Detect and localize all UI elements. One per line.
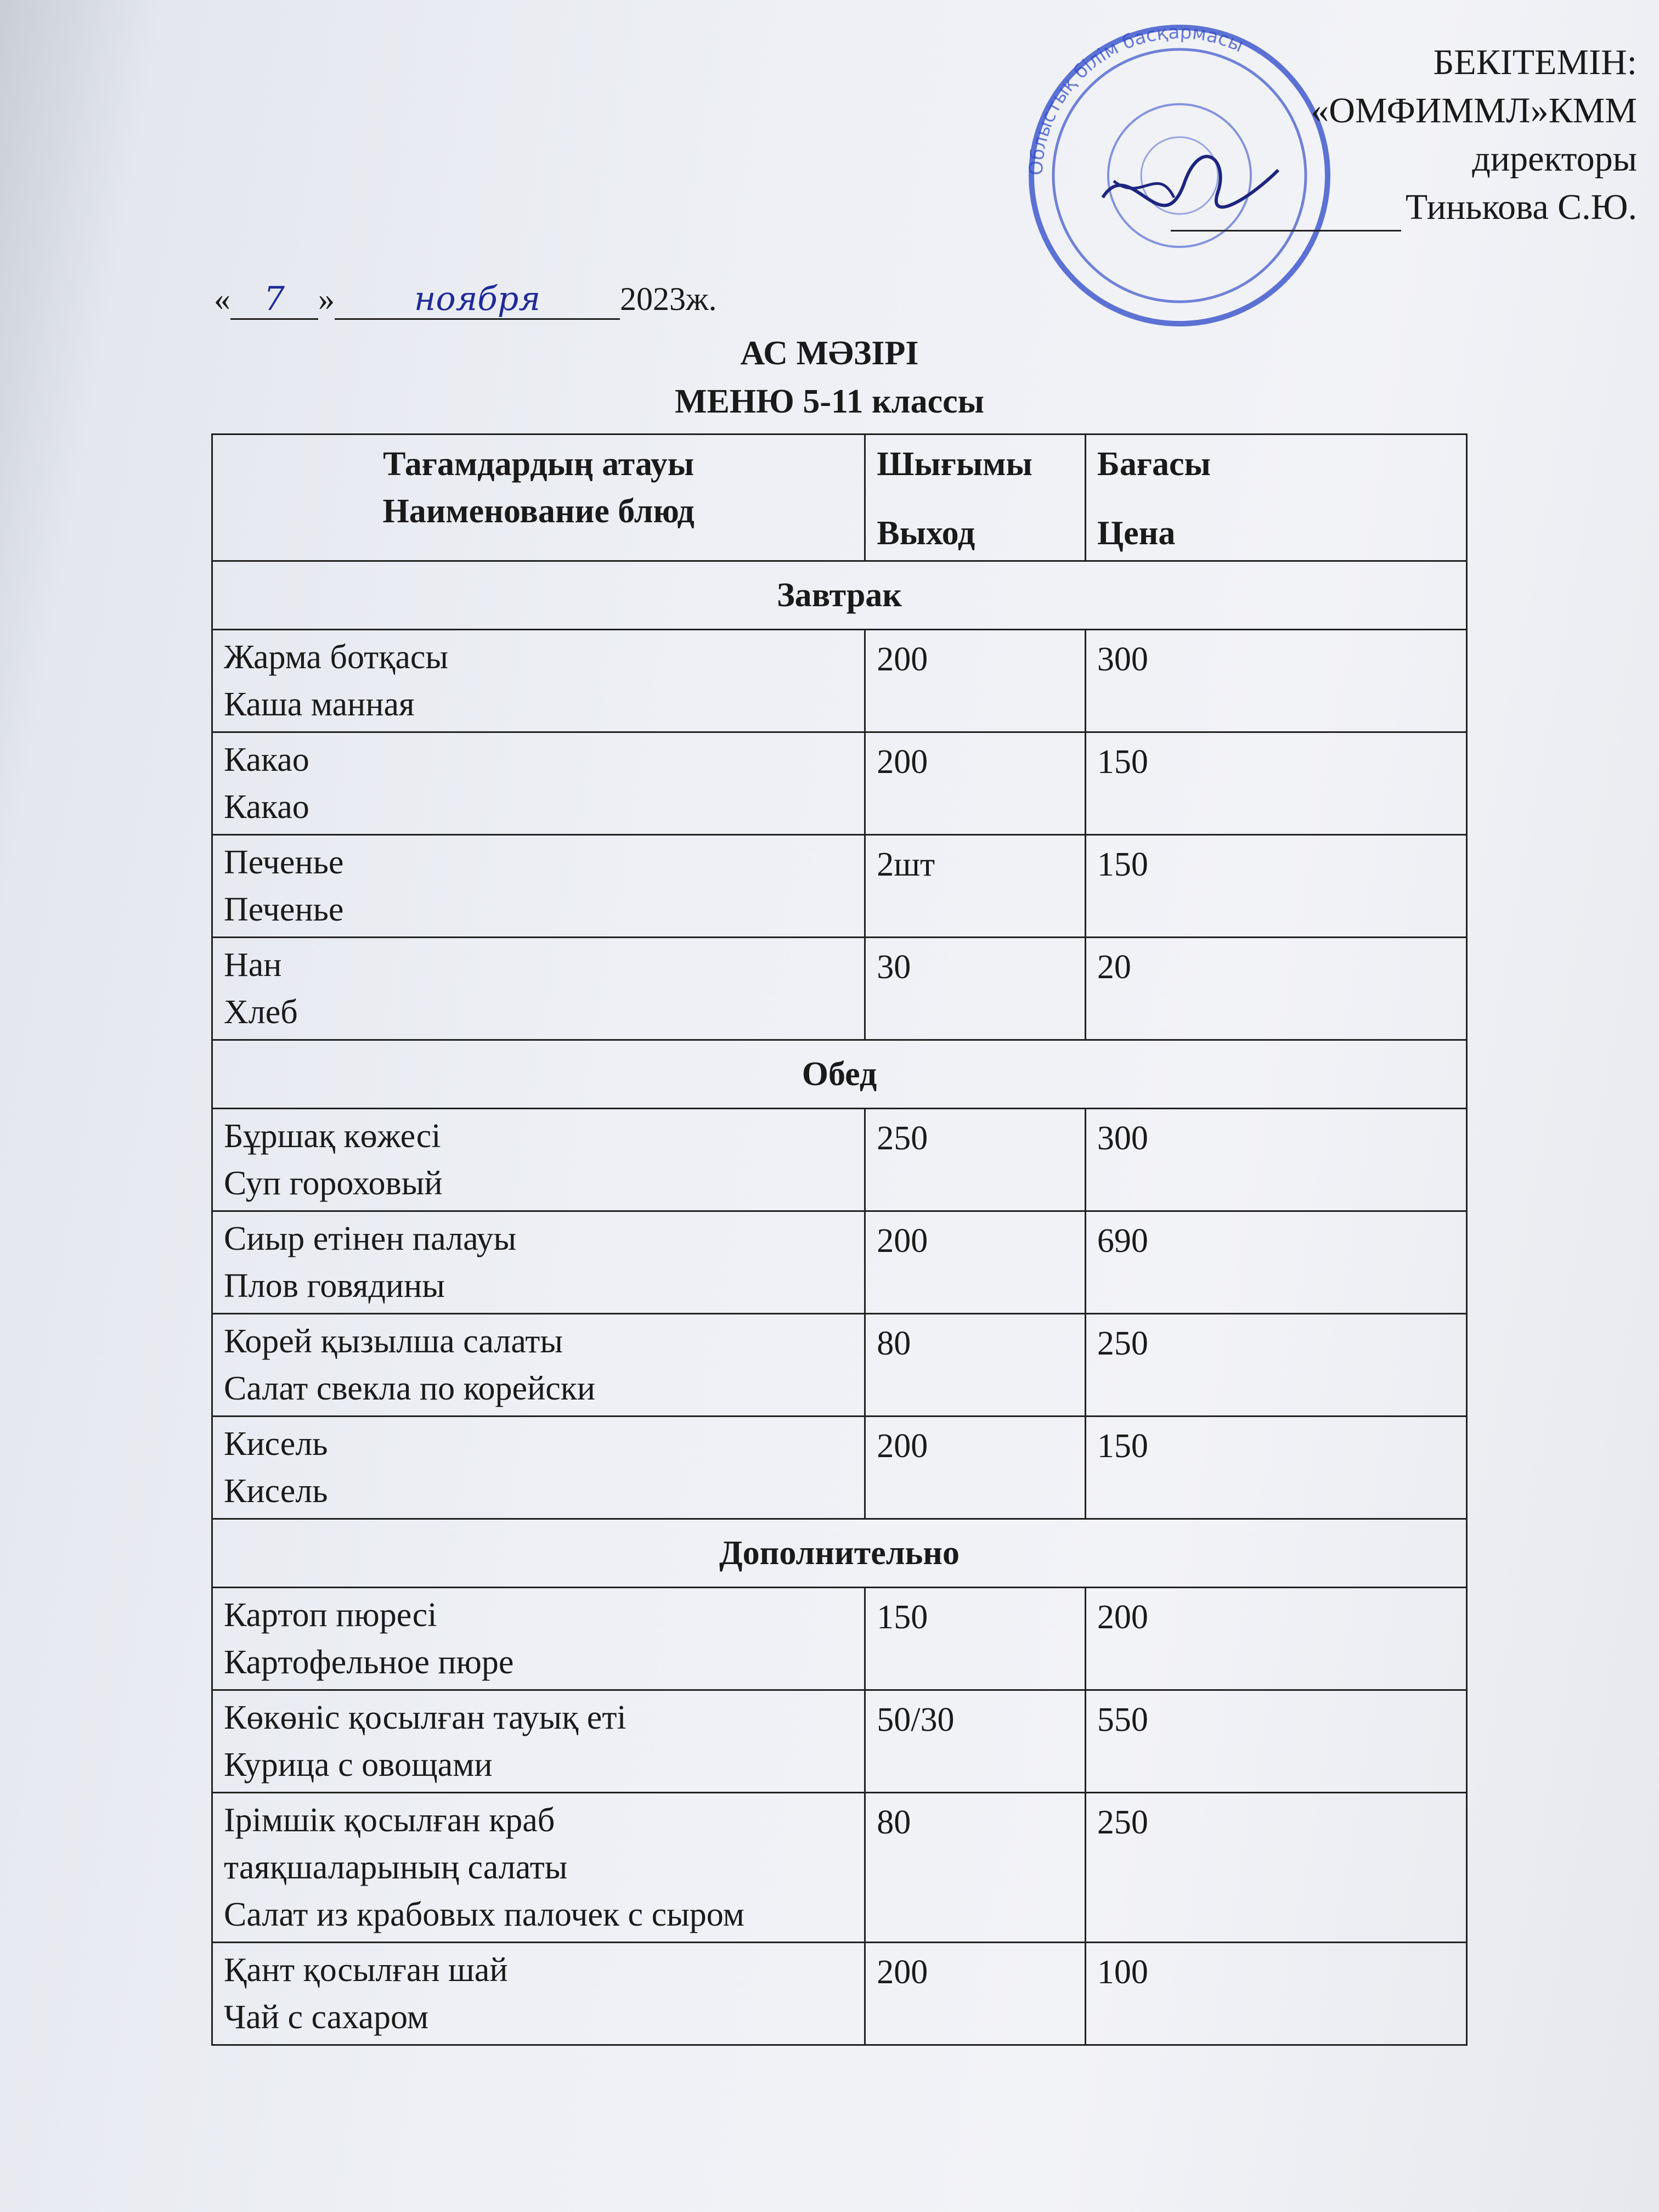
- date-line: [214, 280, 716, 320]
- table-row: [212, 732, 1467, 835]
- dish-name-line: Нан: [224, 946, 282, 984]
- date-year: 2023ж.: [620, 281, 717, 317]
- header-output: [865, 435, 1086, 561]
- dish-output: 200: [865, 630, 1086, 732]
- dish-output: 200: [865, 732, 1086, 835]
- header-output-kz: Шығымы: [877, 445, 1032, 483]
- dish-output: 2шт: [865, 835, 1086, 938]
- section-row: [212, 561, 1467, 630]
- table-row: [212, 1690, 1467, 1793]
- dish-name-line: Печенье: [224, 844, 344, 881]
- dish-name-line: Бұршақ көжесі: [224, 1118, 441, 1155]
- header-price: [1085, 435, 1466, 561]
- section-row: [212, 1040, 1467, 1109]
- dish-name-line: Хлеб: [224, 994, 298, 1031]
- menu-body: [212, 561, 1467, 2045]
- table-row: [212, 1211, 1467, 1314]
- section-row: [212, 1519, 1467, 1588]
- dish-price: 150: [1085, 835, 1466, 938]
- dish-name-line: Кисель: [224, 1472, 328, 1510]
- dish-price: 100: [1085, 1943, 1466, 2045]
- dish-price: 300: [1085, 630, 1466, 732]
- dish-price: 250: [1085, 1314, 1466, 1417]
- dish-price: 200: [1085, 1588, 1466, 1690]
- dish-output: 150: [865, 1588, 1086, 1690]
- dish-name-line: Каша манная: [224, 686, 415, 723]
- dish-price: 250: [1085, 1793, 1466, 1943]
- dish-name-line: Жарма ботқасы: [224, 639, 449, 676]
- dish-name: [212, 1417, 865, 1519]
- dish-output: 200: [865, 1211, 1086, 1314]
- dish-name: [212, 1109, 865, 1211]
- section-title: Дополнительно: [212, 1519, 1467, 1588]
- menu-table: [211, 433, 1468, 2046]
- dish-name-line: Кисель: [224, 1425, 328, 1463]
- table-row: [212, 1943, 1467, 2045]
- approval-organization: «ОМФИММЛ»КММ: [1311, 91, 1637, 131]
- header-output-ru: Выход: [877, 515, 975, 552]
- dish-name-line: Картофельное пюре: [224, 1644, 514, 1681]
- approval-position: директоры: [1472, 139, 1637, 179]
- dish-name: [212, 1943, 865, 2045]
- dish-name-line: Картоп пюресі: [224, 1596, 437, 1634]
- dish-output: 250: [865, 1109, 1086, 1211]
- date-close-quote: »: [318, 281, 335, 317]
- dish-price: 150: [1085, 732, 1466, 835]
- dish-name-line: таяқшаларының салаты: [224, 1849, 568, 1886]
- header-price-ru: Цена: [1097, 515, 1176, 552]
- table-row: [212, 938, 1467, 1040]
- dish-name-line: Суп гороховый: [224, 1165, 443, 1202]
- dish-name-line: Корей қызылша салаты: [224, 1323, 563, 1360]
- header-price-kz: Бағасы: [1097, 445, 1211, 483]
- dish-output: 80: [865, 1314, 1086, 1417]
- approval-block: [1143, 38, 1637, 232]
- dish-price: 300: [1085, 1109, 1466, 1211]
- dish-output: 30: [865, 938, 1086, 1040]
- dish-name: [212, 1211, 865, 1314]
- approval-signer: Тинькова С.Ю.: [1405, 187, 1637, 227]
- dish-name: [212, 835, 865, 938]
- dish-output: 50/30: [865, 1690, 1086, 1793]
- dish-name-line: Печенье: [224, 891, 344, 928]
- dish-name-line: Какао: [224, 788, 309, 826]
- dish-name: [212, 1793, 865, 1943]
- dish-name-line: Көкөніс қосылған тауық еті: [224, 1699, 627, 1736]
- signature-line: [1171, 197, 1401, 232]
- table-row: [212, 1793, 1467, 1943]
- table-row: [212, 1588, 1467, 1690]
- title-kazakh: АС МӘЗІРІ: [740, 335, 919, 372]
- approval-signer-line: [1143, 183, 1637, 232]
- header-name-ru: Наименование блюд: [382, 493, 695, 530]
- dish-price: 550: [1085, 1690, 1466, 1793]
- dish-name-line: Плов говядины: [224, 1267, 445, 1305]
- dish-output: 200: [865, 1417, 1086, 1519]
- dish-name: [212, 732, 865, 835]
- section-title: Обед: [212, 1040, 1467, 1109]
- table-row: [212, 630, 1467, 732]
- date-open-quote: «: [214, 281, 230, 317]
- table-row: [212, 835, 1467, 938]
- dish-name-line: Ірімшік қосылған краб: [224, 1802, 555, 1839]
- dish-output: 80: [865, 1793, 1086, 1943]
- title-russian: МЕНЮ 5-11 классы: [674, 383, 985, 420]
- date-month: ноября: [335, 280, 620, 320]
- dish-name-line: Салат свекла по корейски: [224, 1370, 596, 1407]
- section-title: Завтрак: [212, 561, 1467, 630]
- dish-name: [212, 938, 865, 1040]
- stamp-text: Облыстық білім басқармасы: [1025, 21, 1247, 176]
- header-name: [212, 435, 865, 561]
- dish-price: 150: [1085, 1417, 1466, 1519]
- dish-name-line: Салат из крабовых палочек с сыром: [224, 1896, 744, 1933]
- table-row: [212, 1314, 1467, 1417]
- dish-name-line: Курица с овощами: [224, 1746, 493, 1784]
- table-row: [212, 1109, 1467, 1211]
- approval-heading: БЕКІТЕМІН:: [1433, 42, 1637, 82]
- dish-name-line: Сиыр етінен палауы: [224, 1220, 517, 1257]
- dish-price: 20: [1085, 938, 1466, 1040]
- dish-name: [212, 1314, 865, 1417]
- table-header-row: [212, 435, 1467, 561]
- dish-name: [212, 1588, 865, 1690]
- dish-name-line: Чай с сахаром: [224, 1999, 429, 2036]
- dish-name-line: Қант қосылған шай: [224, 1951, 508, 1989]
- dish-output: 200: [865, 1943, 1086, 2045]
- date-day: 7: [230, 280, 318, 320]
- table-row: [212, 1417, 1467, 1519]
- dish-name: [212, 630, 865, 732]
- dish-price: 690: [1085, 1211, 1466, 1314]
- menu-titles: [0, 329, 1659, 426]
- header-name-kz: Тағамдардың атауы: [383, 445, 695, 483]
- dish-name-line: Какао: [224, 741, 309, 778]
- dish-name: [212, 1690, 865, 1793]
